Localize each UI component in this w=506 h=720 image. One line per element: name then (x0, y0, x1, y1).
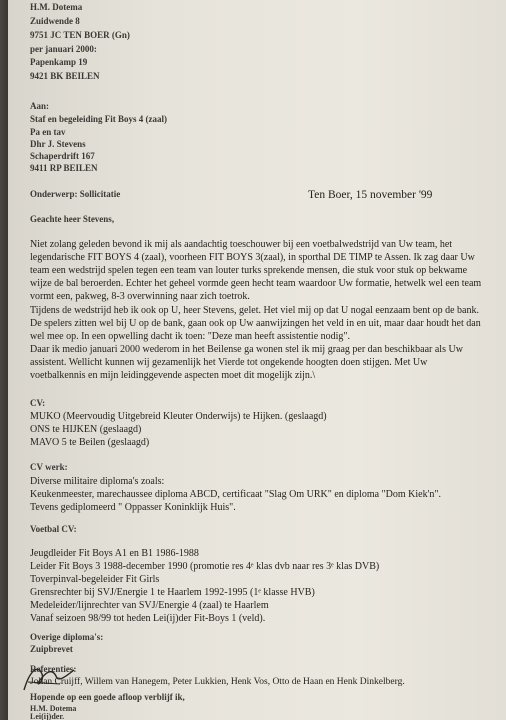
overige-label: Overige diploma's: (30, 632, 104, 642)
letter-page (8, 0, 506, 720)
body-line: vormt een, pakweg, 8-3 overwinning naar zich toetrok. (30, 291, 250, 302)
body-line: wel mee op. In een opwelling dacht ik toen: "Deze man heeft assistentie nodig". (30, 331, 351, 342)
voetbal-item: Leider Fit Boys 3 1988-december 1990 (promotie res 4ᵉ klas dvb naar res 3ᵉ klas DVB) (30, 561, 380, 572)
voetbal-item: Jeugdleider Fit Boys A1 en B1 1986-1988 (30, 548, 199, 559)
body-line: wijze de bal beroerden. Echter het geheel vormde geen hecht team waardoor Uw formatie, hetwelk wel een team (30, 278, 482, 289)
sender-note: per januari 2000: (30, 44, 97, 54)
cv-item: MUKO (Meervoudig Uitgebreid Kleuter Onderwijs) te Hijken. (geslaagd) (30, 411, 327, 422)
recipient-name: Dhr J. Stevens (30, 139, 86, 149)
sign-title: Lei(ij)der. (30, 712, 65, 720)
salutation: Geachte heer Stevens, (30, 214, 115, 224)
body-line: Tijdens de wedstrijd heb ik ook op U, heer Stevens, gelet. Het viel mij op dat U nogal eenzaam bent op de bank. (30, 305, 479, 316)
voetbal-label: Voetbal CV: (30, 524, 77, 534)
voetbal-item: Toverpinval-begeleider Fit Girls (30, 574, 160, 585)
body-line: voetbalkennis en mijn leidinggevende aspecten moet dit mogelijk zijn.\ (30, 370, 316, 381)
sender-city: 9751 JC TEN BOER (Gn) (30, 30, 130, 40)
recipient-org: Staf en begeleiding Fit Boys 4 (zaal) (30, 114, 167, 124)
sender-city-new: 9421 BK BEILEN (30, 71, 100, 81)
sign-name: H.M. Dotema (30, 704, 77, 713)
recipient-street: Schaperdrift 167 (30, 151, 95, 161)
body-line: Niet zolang geleden bevond ik mij als aandachtig toeschouwer bij een voetbalwedstrijd van Uw team, het (30, 239, 453, 250)
cv-werk-item: Tevens gediplomeerd " Oppasser Koninklijk Huis". (30, 502, 236, 513)
body-line: De spelers zitten wel bij U op de bank, gaan ook op Uw aanwijzingen het veld in en uit, maar daar houdt het dan (30, 318, 481, 329)
overige-item: Zuipbrevet (30, 644, 73, 654)
body-line: assistent. Wellicht kunnen wij gezamenlijk het Vierde tot ongekende hoogten doen stijgen. Met Uw (30, 357, 428, 368)
body-line: team een wedstrijd spelen tegen een team van louter turks sprekende mensen, die stuk voor stuk op bekwame (30, 265, 468, 276)
recipient-attn: Pa en tav (30, 127, 66, 137)
cv-werk-item: Diverse militaire diploma's zoals: (30, 476, 165, 487)
closing-line: Hopende op een goede afloop verblijf ik, (30, 692, 185, 702)
sender-name: H.M. Dotema (30, 2, 83, 12)
sender-street-new: Papenkamp 19 (30, 57, 88, 67)
date-line: Ten Boer, 15 november '99 (308, 189, 433, 201)
recipient-label: Aan: (30, 101, 50, 111)
cv-werk-item: Keukenmeester, marechaussee diploma ABCD, certificaat "Slag Om URK" en diploma "Dom Kiek'n". (30, 489, 441, 500)
body-line: Daar ik medio januari 2000 wederom in het Beilense ga wonen stel ik mij graag per dan beschikbaar als Uw (30, 344, 463, 355)
cv-werk-label: CV werk: (30, 462, 68, 472)
voetbal-item: Medeleider/lijnrechter van SVJ/Energie 4 (zaal) te Haarlem (30, 600, 269, 611)
referenties-text: Johan Cruijff, Willem van Hanegem, Peter Lukkien, Henk Vos, Otto de Haan en Henk Dinkelberg. (30, 677, 405, 687)
cv-item: MAVO 5 te Beilen (geslaagd) (30, 437, 150, 448)
voetbal-item: Grensrechter bij SVJ/Energie 1 te Haarlem 1992-1995 (1ᵉ klasse HVB) (30, 587, 315, 598)
subject-line: Onderwerp: Sollicitatie (30, 189, 121, 199)
recipient-city: 9411 RP BEILEN (30, 163, 98, 173)
voetbal-item: Vanaf seizoen 98/99 tot heden Lei(ij)der Fit-Boys 1 (veld). (30, 613, 266, 624)
referenties-label: Referenties: (30, 664, 77, 674)
handwritten-signature (20, 660, 80, 696)
sender-street: Zuidwende 8 (30, 16, 80, 26)
cv-label: CV: (30, 398, 46, 408)
body-line: legendarische FIT BOYS 4 (zaal), voorheen FIT BOYS 3(zaal), in sporthal DE TIMP te Assen. Ik zag daar Uw (30, 252, 475, 263)
cv-item: ONS te HIJKEN (geslaagd) (30, 424, 142, 435)
